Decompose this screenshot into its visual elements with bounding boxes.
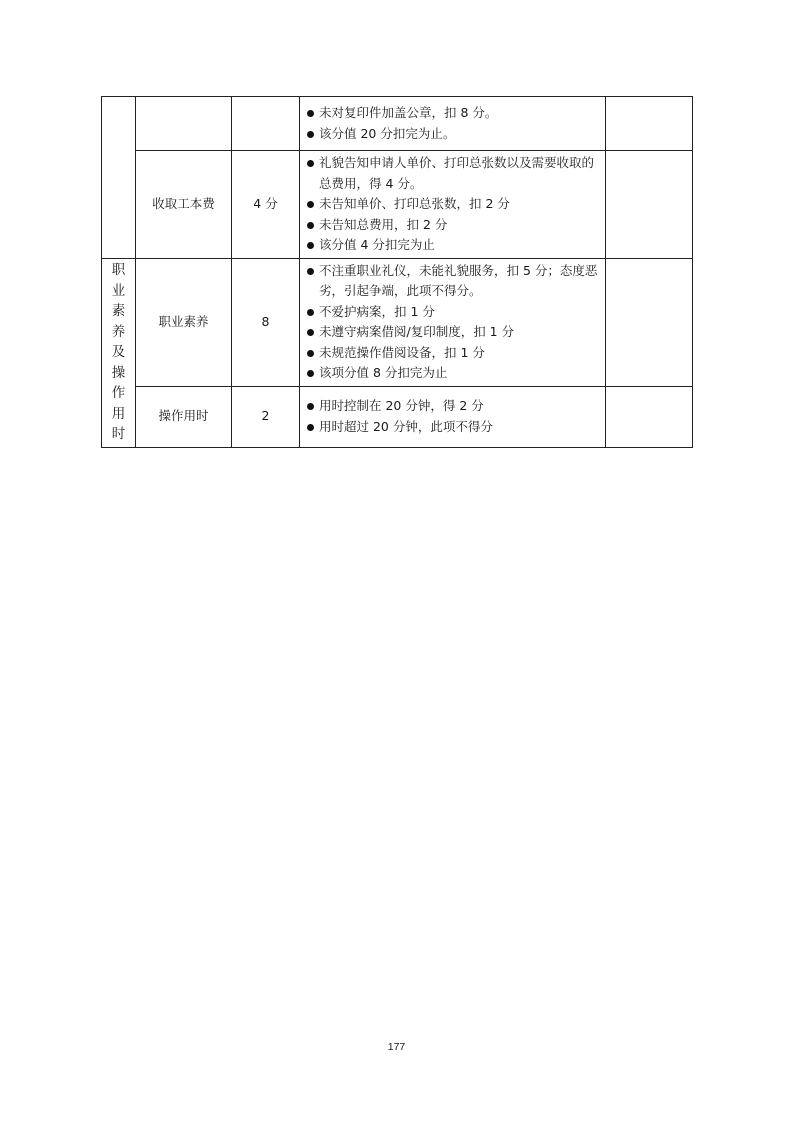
criteria-item: 用时超过 20 分钟，此项不得分 bbox=[305, 417, 601, 438]
item-cell: 收取工本费 bbox=[136, 151, 232, 259]
criteria-cell bbox=[300, 258, 606, 386]
item-cell: 操作用时 bbox=[136, 386, 232, 447]
criteria-list bbox=[300, 101, 605, 146]
criteria-item: 未对复印件加盖公章，扣 8 分。 bbox=[305, 103, 601, 124]
criteria-cell bbox=[300, 97, 606, 151]
criteria-item: 不注重职业礼仪，未能礼貌服务，扣 5 分；态度恶劣，引起争端，此项不得分。 bbox=[305, 261, 601, 302]
table-row bbox=[102, 386, 693, 447]
table-row bbox=[102, 258, 693, 386]
score-cell bbox=[232, 97, 300, 151]
score-cell: 2 bbox=[232, 386, 300, 447]
item-cell: 职业素养 bbox=[136, 258, 232, 386]
criteria-item: 礼貌告知申请人单价、打印总张数以及需要收取的总费用，得 4 分。 bbox=[305, 153, 601, 194]
category-cell bbox=[102, 258, 136, 447]
criteria-item: 未遵守病案借阅/复印制度，扣 1 分 bbox=[305, 322, 601, 343]
remark-cell bbox=[606, 258, 693, 386]
remark-cell bbox=[606, 97, 693, 151]
score-cell: 4 分 bbox=[232, 151, 300, 259]
criteria-list bbox=[300, 151, 605, 258]
criteria-list bbox=[300, 259, 605, 386]
category-cell bbox=[102, 97, 136, 259]
criteria-item: 不爱护病案，扣 1 分 bbox=[305, 302, 601, 323]
scoring-table bbox=[101, 96, 693, 448]
score-cell: 8 bbox=[232, 258, 300, 386]
page-number: 177 bbox=[387, 1041, 406, 1053]
criteria-list bbox=[300, 394, 605, 439]
criteria-cell bbox=[300, 151, 606, 259]
table-row bbox=[102, 151, 693, 259]
criteria-item: 用时控制在 20 分钟，得 2 分 bbox=[305, 396, 601, 417]
criteria-item: 未规范操作借阅设备，扣 1 分 bbox=[305, 343, 601, 364]
table-row bbox=[102, 97, 693, 151]
criteria-item: 该分值 4 分扣完为止 bbox=[305, 235, 601, 256]
remark-cell bbox=[606, 151, 693, 259]
criteria-item: 未告知单价、打印总张数，扣 2 分 bbox=[305, 194, 601, 215]
item-cell bbox=[136, 97, 232, 151]
criteria-item: 未告知总费用，扣 2 分 bbox=[305, 215, 601, 236]
criteria-item: 该项分值 8 分扣完为止 bbox=[305, 363, 601, 384]
criteria-cell bbox=[300, 386, 606, 447]
remark-cell bbox=[606, 386, 693, 447]
category-label: 职业素养及操作用时 bbox=[111, 262, 126, 443]
criteria-item: 该分值 20 分扣完为止。 bbox=[305, 124, 601, 145]
